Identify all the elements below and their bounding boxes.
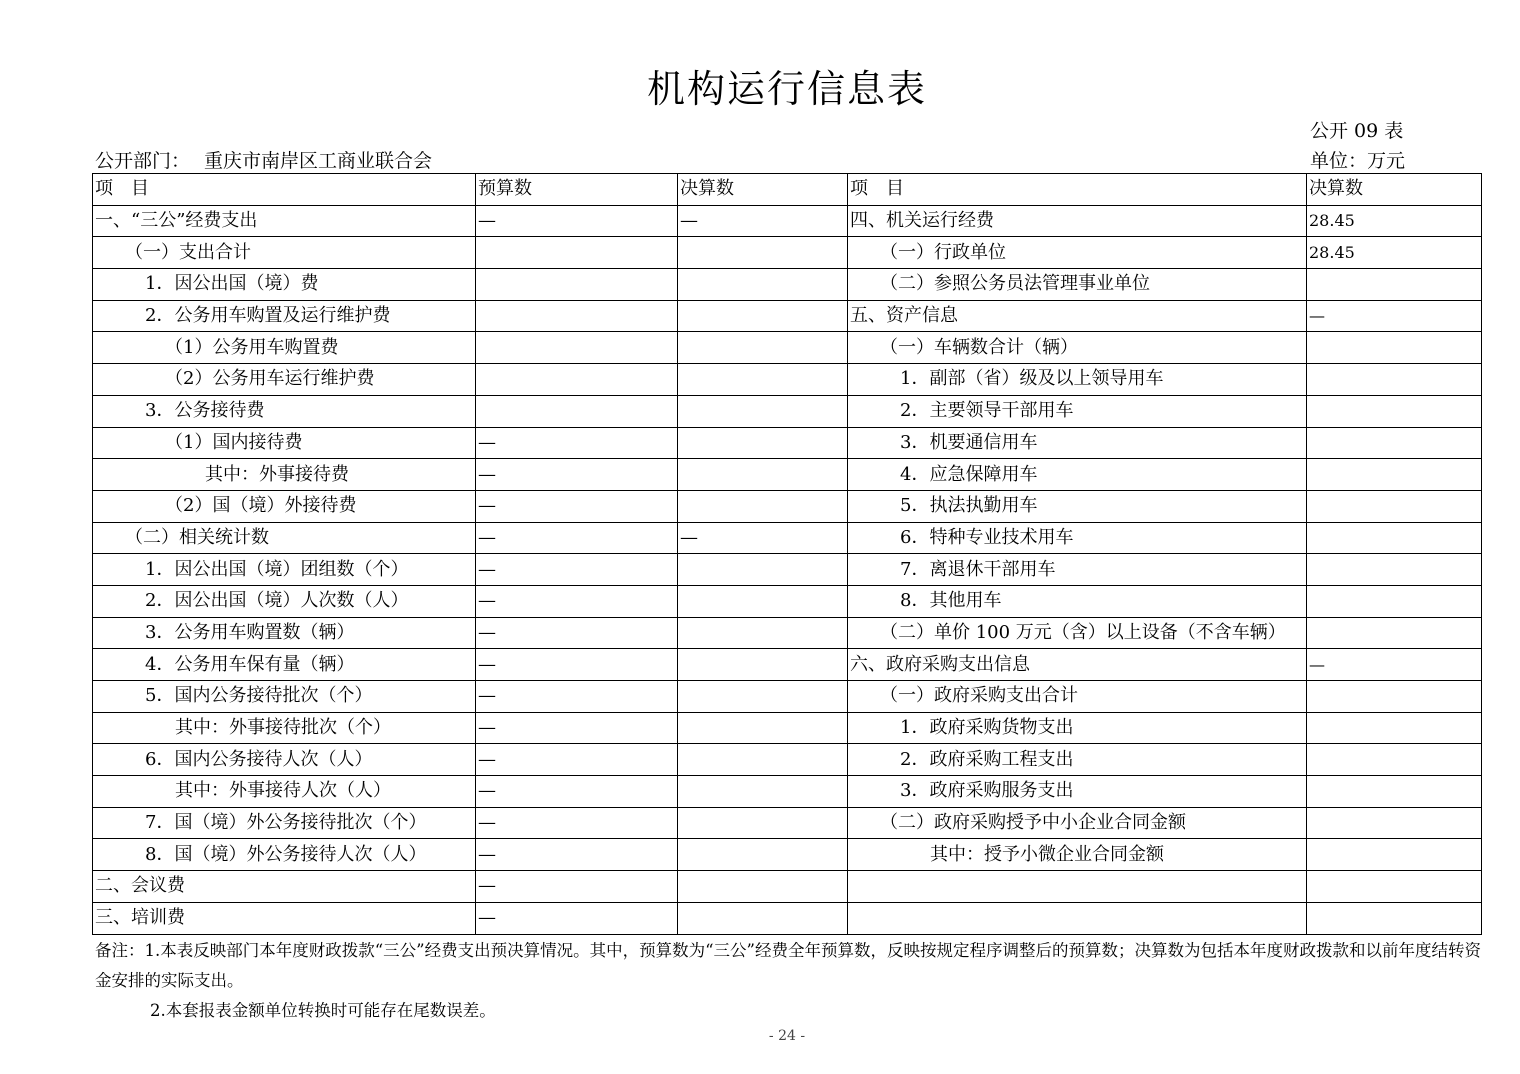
row-final-right [1307,776,1482,808]
row-left-item: （二）相关统计数 [93,522,476,554]
row-left-item: 5．国内公务接待批次（个） [93,681,476,713]
row-left-item: 三、培训费 [93,902,476,934]
row-budget [476,237,678,269]
row-final-right [1307,871,1482,903]
row-budget: — [476,459,678,491]
row-right-item: 2．主要领导干部用车 [848,395,1307,427]
row-final-right [1307,902,1482,934]
table-body [93,174,1482,935]
header-left-item: 项 目 [93,174,476,206]
table-row [93,712,1482,744]
row-right-item: （二）政府采购授予中小企业合同金额 [848,807,1307,839]
row-budget: — [476,839,678,871]
row-right-item: 六、政府采购支出信息 [848,649,1307,681]
row-final-left [678,744,848,776]
row-left-item: 其中：外事接待人次（人） [93,776,476,808]
row-left-item: 2．公务用车购置及运行维护费 [93,300,476,332]
row-final-left: — [678,205,848,237]
row-budget: — [476,585,678,617]
row-final-right [1307,681,1482,713]
row-budget: — [476,554,678,586]
row-final-left [678,807,848,839]
table-row [93,332,1482,364]
table-header-row [93,174,1482,206]
table-row [93,649,1482,681]
row-left-item: 3．公务接待费 [93,395,476,427]
row-final-right [1307,332,1482,364]
row-budget: — [476,744,678,776]
page-title: 机构运行信息表 [646,67,927,111]
row-budget: — [476,902,678,934]
table-row [93,617,1482,649]
row-final-right [1307,839,1482,871]
row-final-left [678,839,848,871]
table-row [93,205,1482,237]
row-final-right [1307,522,1482,554]
row-left-item: 4．公务用车保有量（辆） [93,649,476,681]
row-right-item: （一）行政单位 [848,237,1307,269]
row-budget: — [476,776,678,808]
table-row [93,364,1482,396]
row-final-right [1307,427,1482,459]
table-row [93,237,1482,269]
row-final-right: 28.45 [1307,237,1482,269]
table-row [93,490,1482,522]
row-final-right: 28.45 [1307,205,1482,237]
row-left-item: 一、“三公”经费支出 [93,205,476,237]
row-right-item: 5．执法执勤用车 [848,490,1307,522]
info-table [92,173,1482,935]
row-right-item: （一）政府采购支出合计 [848,681,1307,713]
unit-label: 单位：万元 [1310,150,1406,172]
table-row [93,871,1482,903]
table-row [93,902,1482,934]
row-left-item: 其中：外事接待费 [93,459,476,491]
row-final-left [678,649,848,681]
row-left-item: （1）公务用车购置费 [93,332,476,364]
row-left-item: 3．公务用车购置数（辆） [93,617,476,649]
department-label: 公开部门： [95,150,191,172]
row-final-left [678,617,848,649]
row-left-item: （1）国内接待费 [93,427,476,459]
row-left-item: （2）公务用车运行维护费 [93,364,476,396]
row-right-item: 7．离退休干部用车 [848,554,1307,586]
row-final-right [1307,712,1482,744]
row-budget: — [476,522,678,554]
row-final-left [678,300,848,332]
row-left-item: 二、会议费 [93,871,476,903]
row-left-item: 8．国（境）外公务接待人次（人） [93,839,476,871]
table-row [93,395,1482,427]
row-final-right [1307,459,1482,491]
row-budget [476,395,678,427]
row-final-right [1307,554,1482,586]
row-final-right: — [1307,300,1482,332]
row-right-item: 2．政府采购工程支出 [848,744,1307,776]
page-number: - 24 - [768,1028,806,1044]
row-left-item: 1．因公出国（境）团组数（个） [93,554,476,586]
row-right-item: 6．特种专业技术用车 [848,522,1307,554]
row-final-left [678,585,848,617]
row-budget: — [476,617,678,649]
row-final-left [678,712,848,744]
row-right-item [848,871,1307,903]
table-number: 公开 09 表 [1310,120,1404,142]
table-row [93,776,1482,808]
row-final-right [1307,395,1482,427]
row-final-right [1307,364,1482,396]
table-row [93,807,1482,839]
department-line [95,146,432,173]
row-left-item: 7．国（境）外公务接待批次（个） [93,807,476,839]
row-budget: — [476,712,678,744]
header-right-item: 项 目 [848,174,1307,206]
row-budget: — [476,681,678,713]
row-right-item: 4．应急保障用车 [848,459,1307,491]
row-final-right: — [1307,649,1482,681]
row-final-left [678,427,848,459]
table-row [93,269,1482,301]
table-row [93,744,1482,776]
row-final-right [1307,807,1482,839]
row-right-item: 3．机要通信用车 [848,427,1307,459]
row-left-item: 6．国内公务接待人次（人） [93,744,476,776]
row-right-item: 1．副部（省）级及以上领导用车 [848,364,1307,396]
row-left-item: （一）支出合计 [93,237,476,269]
row-final-right [1307,269,1482,301]
row-budget: — [476,871,678,903]
row-final-left: — [678,522,848,554]
row-final-left [678,902,848,934]
row-final-left [678,395,848,427]
table-row [93,459,1482,491]
row-budget [476,364,678,396]
row-final-left [678,332,848,364]
table-row [93,522,1482,554]
row-final-right [1307,617,1482,649]
row-left-item: 1．因公出国（境）费 [93,269,476,301]
notes [95,936,1485,1026]
row-left-item: 其中：外事接待批次（个） [93,712,476,744]
table-row [93,300,1482,332]
row-right-item: （一）车辆数合计（辆） [848,332,1307,364]
row-final-left [678,871,848,903]
row-final-right [1307,585,1482,617]
row-budget: — [476,205,678,237]
table-row [93,554,1482,586]
table-row [93,839,1482,871]
row-budget: — [476,807,678,839]
row-budget [476,269,678,301]
row-right-item: 其中：授予小微企业合同金额 [848,839,1307,871]
row-final-right [1307,744,1482,776]
table-row [93,585,1482,617]
row-right-item [848,902,1307,934]
row-final-left [678,459,848,491]
row-right-item: 四、机关运行经费 [848,205,1307,237]
note-1: 备注：1.本表反映部门本年度财政拨款“三公”经费支出预决算情况。其中，预算数为“三公”经费全年预算数，反映按规定程序调整后的预算数；决算数为包括本年度财政拨款和以前年度结转资金安排的实际支出。 [95,941,1481,990]
row-left-item: （2）国（境）外接待费 [93,490,476,522]
row-right-item: （二）单价 100 万元（含）以上设备（不含车辆） [848,617,1307,649]
row-right-item: （二）参照公务员法管理事业单位 [848,269,1307,301]
row-budget: — [476,427,678,459]
header-budget: 预算数 [476,174,678,206]
row-budget: — [476,490,678,522]
row-final-left [678,237,848,269]
row-budget [476,332,678,364]
row-final-left [678,776,848,808]
row-left-item: 2．因公出国（境）人次数（人） [93,585,476,617]
table-row [93,427,1482,459]
row-right-item: 3．政府采购服务支出 [848,776,1307,808]
row-right-item: 8．其他用车 [848,585,1307,617]
row-final-left [678,364,848,396]
row-right-item: 五、资产信息 [848,300,1307,332]
row-budget [476,300,678,332]
header-final-left: 决算数 [678,174,848,206]
header-final-right: 决算数 [1307,174,1482,206]
row-final-right [1307,490,1482,522]
row-final-left [678,681,848,713]
table-row [93,681,1482,713]
row-final-left [678,490,848,522]
row-final-left [678,269,848,301]
row-budget: — [476,649,678,681]
row-final-left [678,554,848,586]
department-name: 重庆市南岸区工商业联合会 [204,150,433,172]
note-2: 2.本套报表金额单位转换时可能存在尾数误差。 [150,1001,496,1020]
row-right-item: 1．政府采购货物支出 [848,712,1307,744]
